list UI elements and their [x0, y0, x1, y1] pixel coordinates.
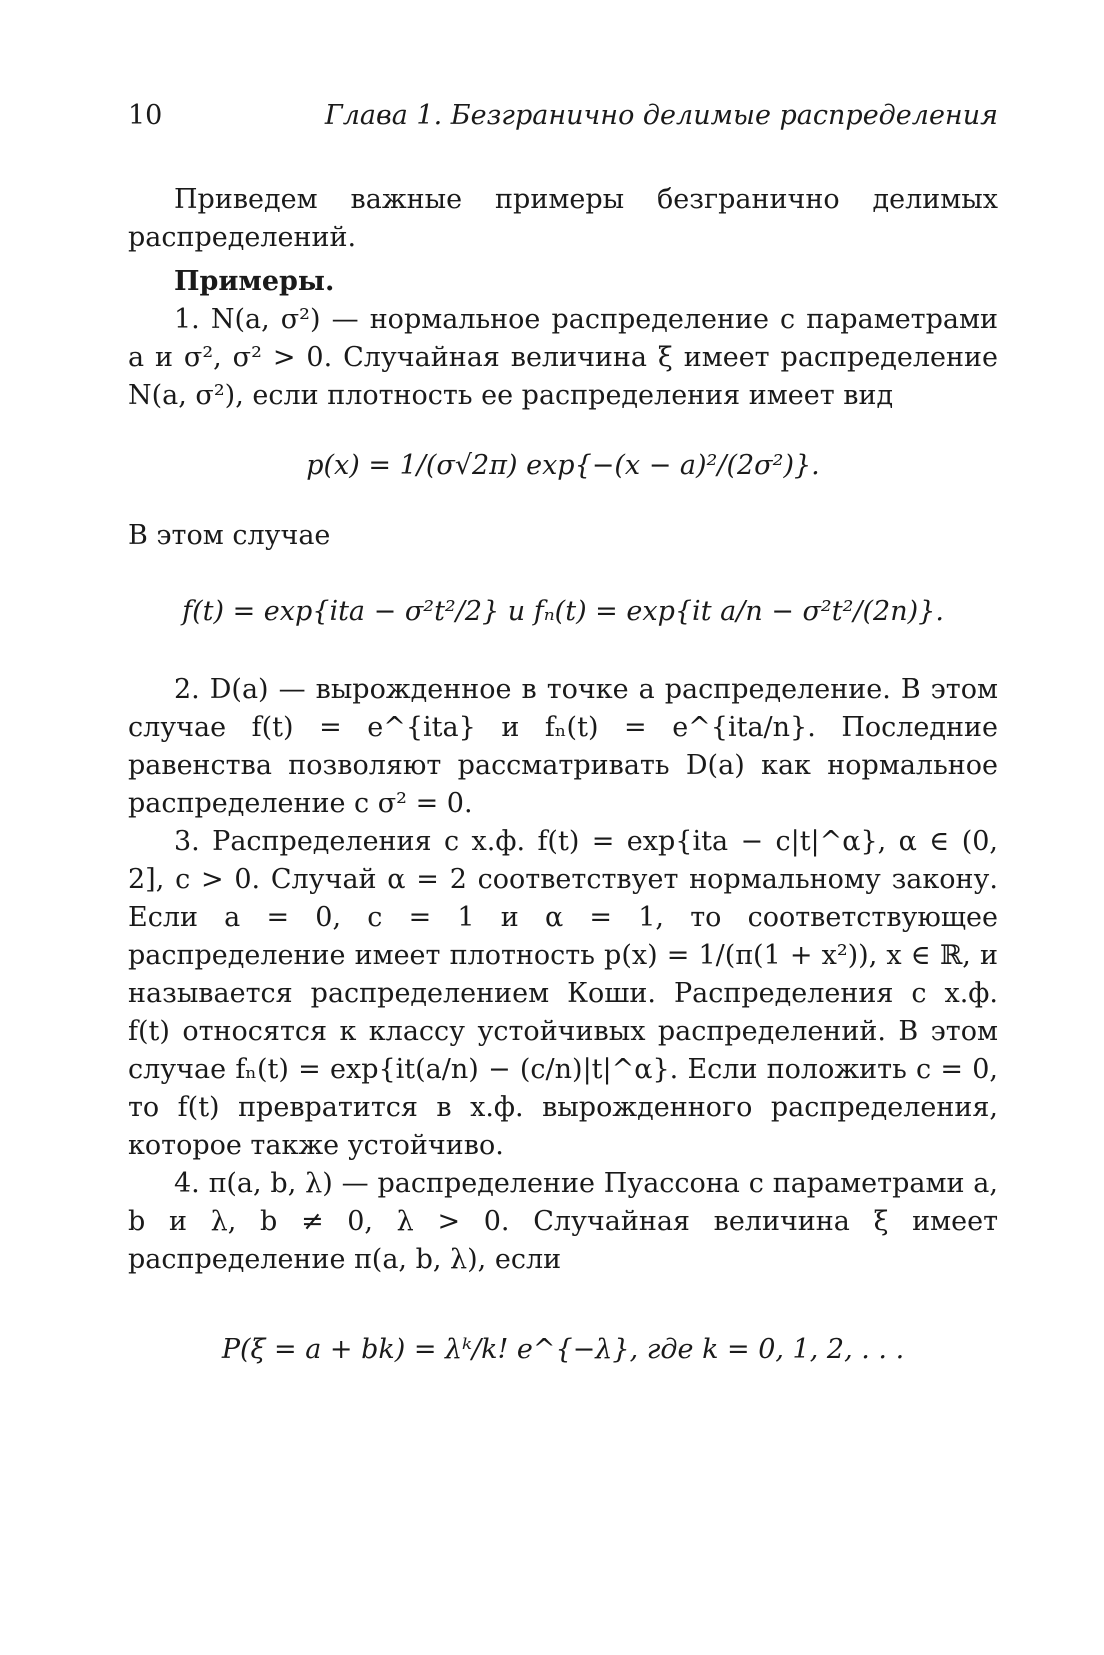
page-number: 10 — [128, 100, 163, 131]
poisson-formula: P(ξ = a + bk) = λᵏ/k! e^{−λ}, где k = 0, 1, 2, . . . — [221, 1334, 905, 1365]
example-1-case-text: В этом случае — [128, 520, 331, 551]
page — [128, 100, 998, 1369]
running-head — [128, 100, 998, 131]
example-4-text: 4. π(a, b, λ) — распределение Пуассона с параметрами a, b и λ, b ≠ 0, λ > 0. Случайная величина ξ имеет распределение π(a, b, λ), если — [128, 1168, 998, 1275]
examples-heading: Примеры. — [174, 266, 335, 297]
example-2-text: 2. D(a) — вырожденное в точке a распределение. В этом случае f(t) = e^{ita} и fₙ(t) = e^{ita/n}. Последние равенства позволяют рассматривать D(a) как нормальное распределение с σ² = 0. — [128, 674, 998, 819]
normal-density-formula: p(x) = 1/(σ√2π) exp{−(x − a)²/(2σ²)}. — [306, 450, 820, 481]
chapter-title: Глава 1. Безгранично делимые распределения — [324, 100, 998, 131]
normal-char-function-formula: f(t) = exp{ita − σ²t²/2} и fₙ(t) = exp{it a/n − σ²t²/(2n)}. — [182, 596, 944, 627]
example-3-text: 3. Распределения с х.ф. f(t) = exp{ita − c|t|^α}, α ∈ (0, 2], c > 0. Случай α = 2 соответствует нормальному закону. Если a = 0, c = 1 и α = 1, то соответствующее распределение имеет плотность p(x) = 1/(π(1 + x²)), x ∈ ℝ, и называется распределением Коши. Распределения с х.ф. f(t) относятся к классу устойчивых распределений. В этом случае fₙ(t) = exp{it(a/n) − (c/n)|t|^α}. Если положить c = 0, то f(t) превратится в х.ф. вырожденного распределения, которое также устойчиво. — [128, 826, 998, 1161]
example-1-text: 1. N(a, σ²) — нормальное распределение с параметрами a и σ², σ² > 0. Случайная величина ξ имеет распределение N(a, σ²), если плотность ее распределения имеет вид — [128, 304, 998, 411]
intro-paragraph: Приведем важные примеры безгранично делимых распределений. — [128, 184, 998, 253]
